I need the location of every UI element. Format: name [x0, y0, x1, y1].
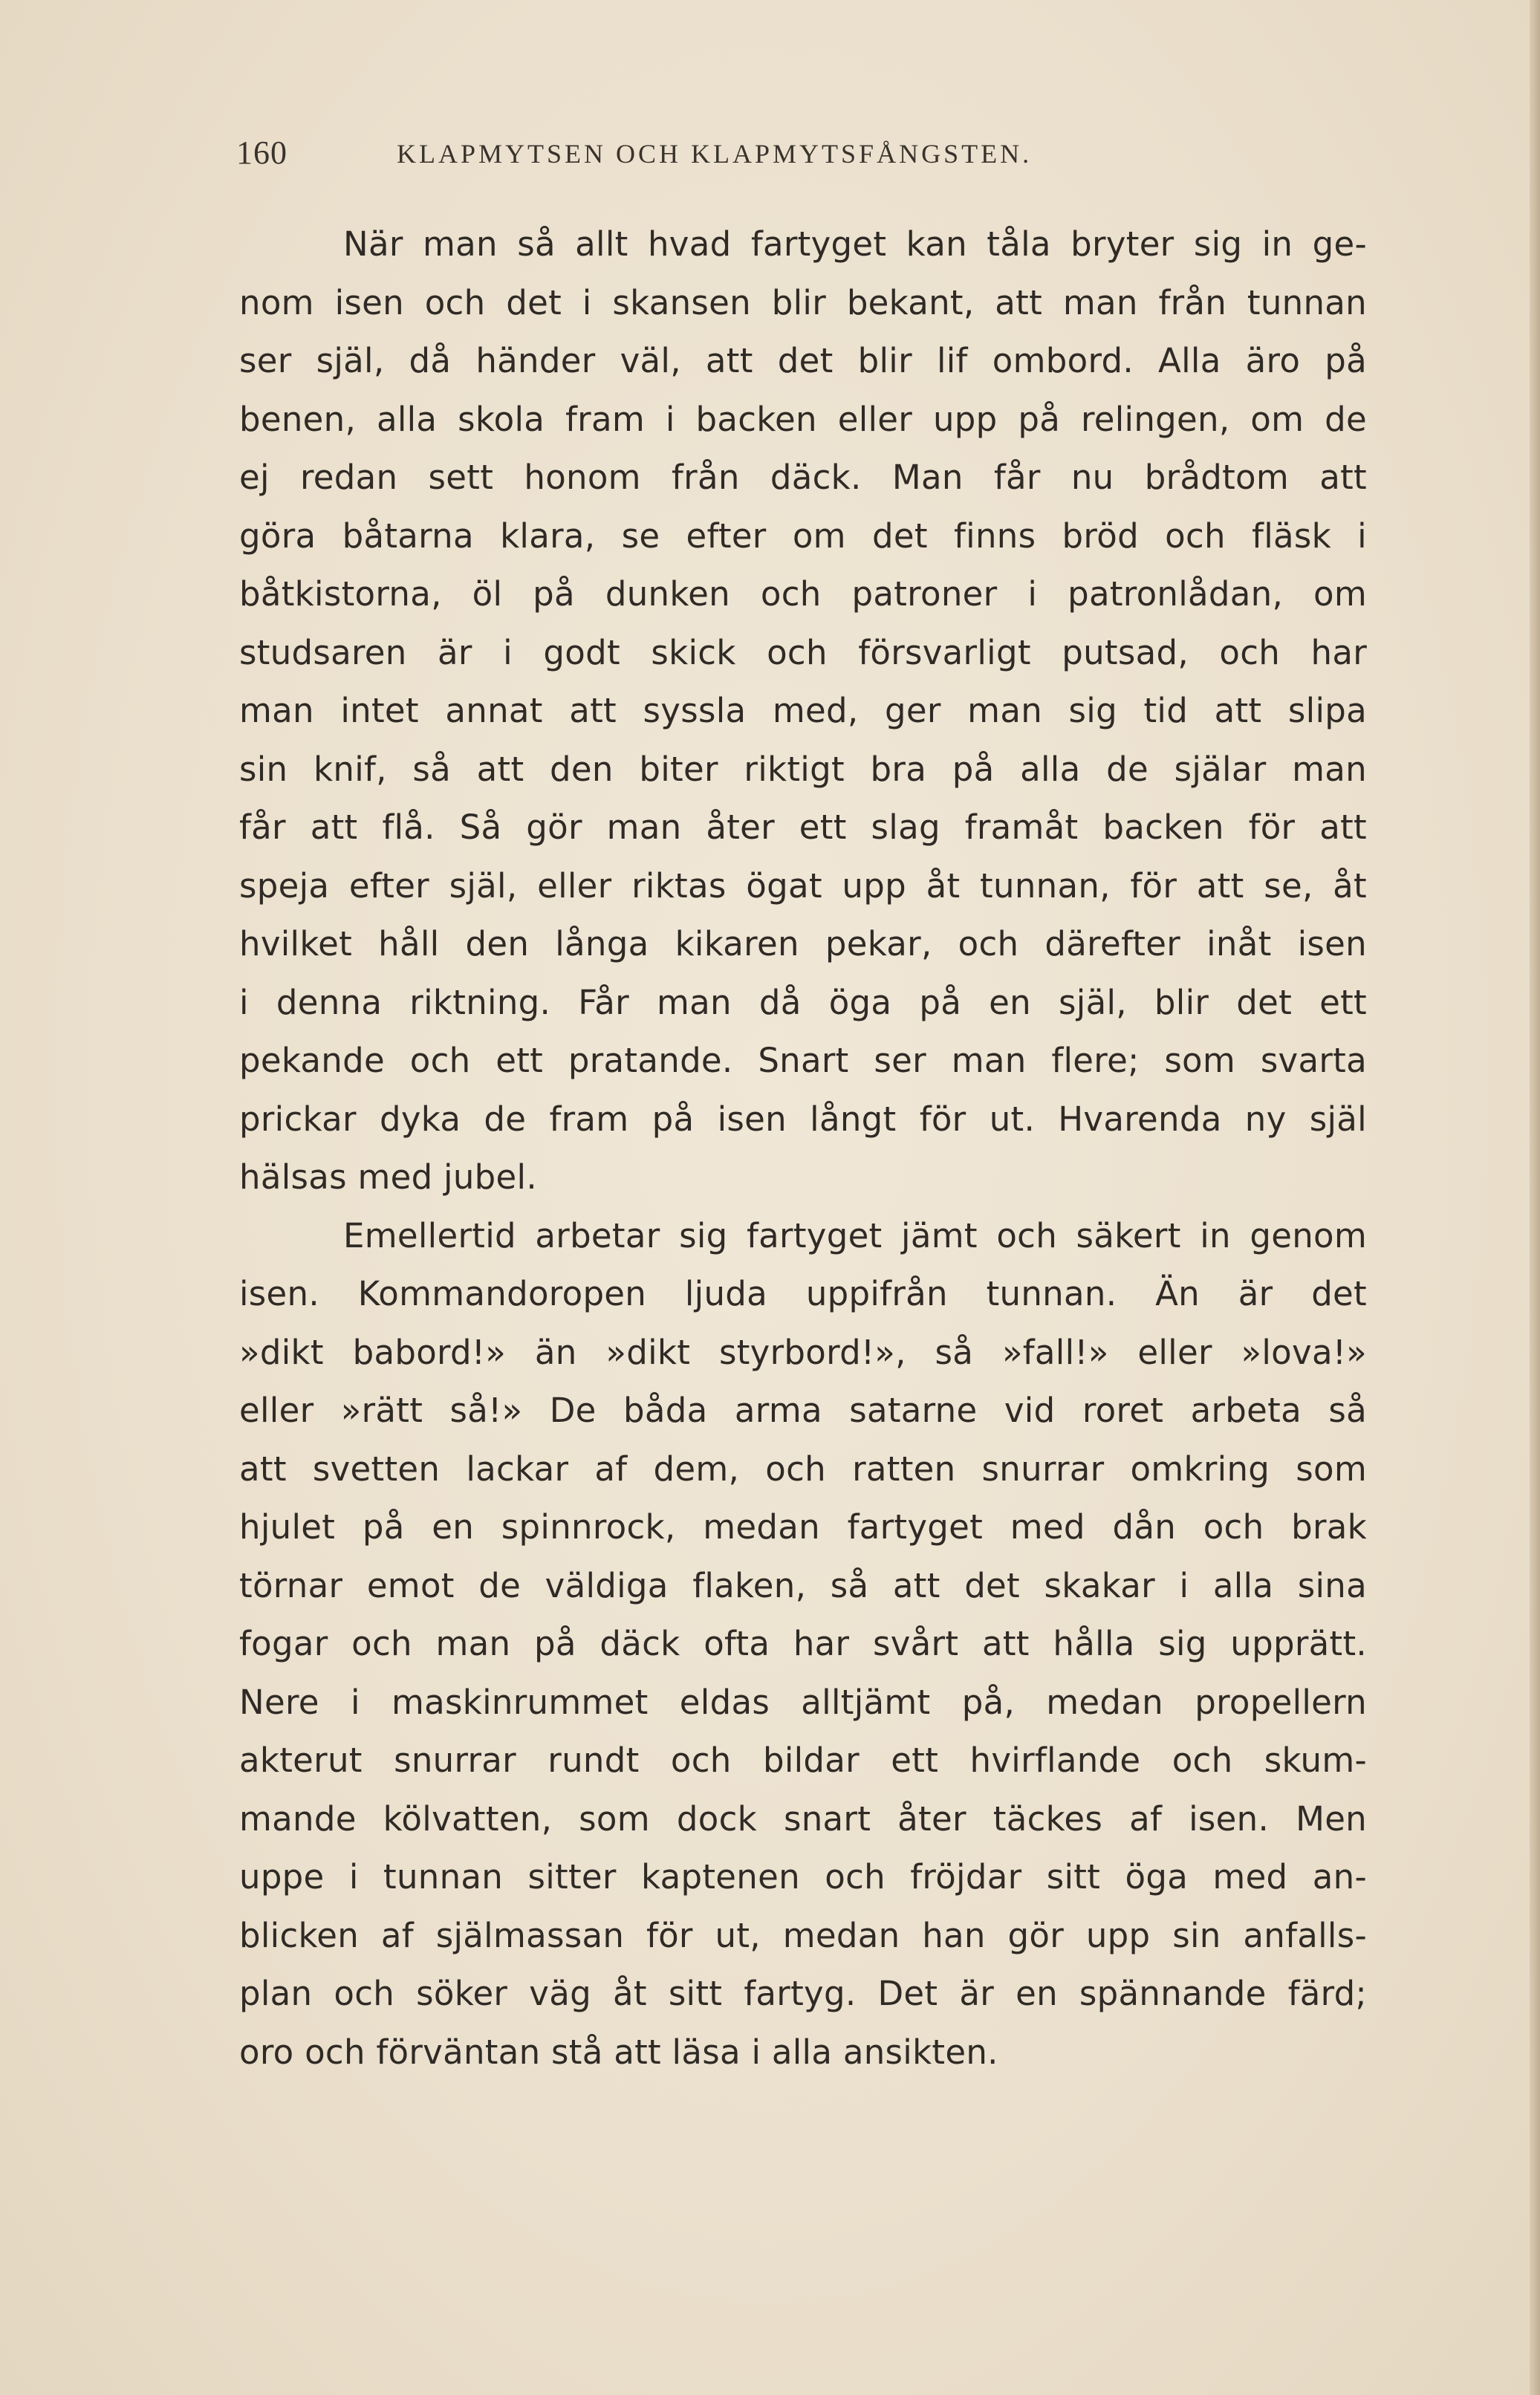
text-line: pekande och ett pratande. Snart ser man flere; som svarta: [239, 1041, 1367, 1080]
text-line: hjulet på en spinnrock, medan fartyget med dån och brak: [239, 1507, 1367, 1547]
text-line: uppe i tunnan sitter kaptenen och fröjdar sitt öga med an-: [239, 1857, 1367, 1897]
text-line: plan och söker väg åt sitt fartyg. Det är en spännande färd;: [239, 1974, 1367, 2013]
text-line: mande kölvatten, som dock snart åter täckes af isen. Men: [239, 1798, 1367, 1839]
paragraph: [239, 215, 1367, 1207]
text-line: man intet annat att syssla med, ger man sig tid att slipa: [239, 691, 1367, 730]
text-line: hälsas med jubel.: [239, 1157, 537, 1197]
running-title: KLAPMYTSEN OCH KLAPMYTSFÅNGSTEN.: [397, 139, 1033, 169]
page-header: [236, 134, 1373, 186]
text-line: ser själ, då händer väl, att det blir lif ombord. Alla äro på: [239, 341, 1367, 380]
text-line: akterut snurrar rundt och bildar ett hvirflande och skum-: [239, 1741, 1367, 1780]
text-line: studsaren är i godt skick och försvarligt putsad, och har: [239, 632, 1367, 672]
page-number: 160: [236, 134, 287, 171]
text-line: fogar och man på däck ofta har svårt att hålla sig upprätt.: [239, 1624, 1367, 1663]
text-line: oro och förväntan stå att läsa i alla ansikten.: [239, 2032, 998, 2072]
text-line: ej redan sett honom från däck. Man får nu brådtom att: [239, 458, 1367, 497]
text-line: sin knif, så att den biter riktigt bra på alla de själar man: [239, 749, 1367, 789]
text-line: speja efter själ, eller riktas ögat upp åt tunnan, för att se, åt: [239, 865, 1367, 906]
text-line: Nere i maskinrummet eldas alltjämt på, medan propellern: [239, 1682, 1367, 1722]
body-text: [239, 215, 1367, 2082]
text-line: eller »rätt så!» De båda arma satarne vid roret arbeta så: [239, 1391, 1367, 1430]
text-line: nom isen och det i skansen blir bekant, att man från tunnan: [239, 282, 1367, 322]
text-line: att svetten lackar af dem, och ratten snurrar omkring som: [239, 1449, 1367, 1489]
text-line: Emellertid arbetar sig fartyget jämt och säkert in genom: [343, 1215, 1367, 1255]
text-line: får att flå. Så gör man åter ett slag framåt backen för att: [239, 807, 1367, 847]
text-line: göra båtarna klara, se efter om det finns bröd och fläsk i: [239, 516, 1367, 556]
text-line: törnar emot de väldiga flaken, så att det skakar i alla sina: [239, 1565, 1367, 1605]
text-line: prickar dyka de fram på isen långt för ut. Hvarenda ny själ: [239, 1099, 1367, 1139]
text-line: »dikt babord!» än »dikt styrbord!», så »fall!» eller »lova!»: [239, 1332, 1367, 1372]
text-line: benen, alla skola fram i backen eller upp på relingen, om de: [239, 399, 1367, 439]
text-line: blicken af själmassan för ut, medan han gör upp sin anfalls-: [239, 1915, 1367, 1955]
page-edge: [1530, 0, 1540, 2395]
text-line: båtkistorna, öl på dunken och patroner i patronlådan, om: [239, 574, 1367, 614]
text-line: i denna riktning. Får man då öga på en själ, blir det ett: [239, 982, 1367, 1022]
text-line: hvilket håll den långa kikaren pekar, och därefter inåt isen: [239, 924, 1367, 963]
paragraph: [239, 1207, 1367, 2082]
text-line: isen. Kommandoropen ljuda uppifrån tunnan. Än är det: [239, 1274, 1367, 1313]
text-line: När man så allt hvad fartyget kan tåla bryter sig in ge-: [343, 224, 1367, 264]
